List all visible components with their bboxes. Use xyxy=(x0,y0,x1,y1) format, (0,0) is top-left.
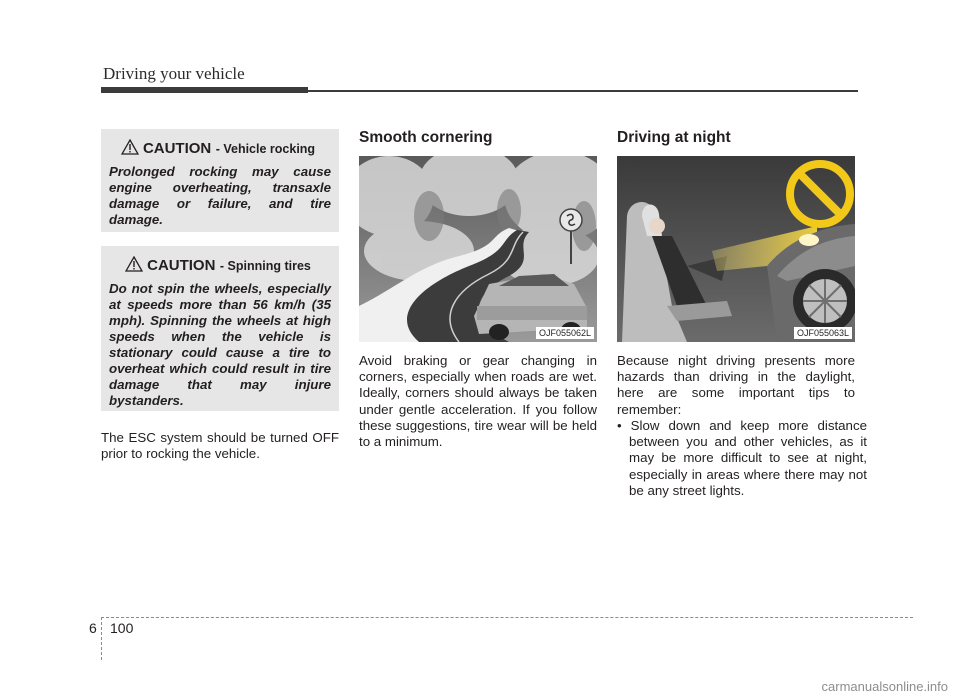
page-number: 100 xyxy=(110,620,134,636)
figure-code: OJF055062L xyxy=(536,327,594,339)
chapter-number: 6 xyxy=(89,620,97,636)
caution-body: Do not spin the wheels, especially at speeds more than 56 km/h (35 mph). Spinning the wheels at high speeds when the vehicle is stationary could cause a tire to overheat which could result in tire damage that may injure bystanders. xyxy=(109,281,331,408)
watermark-text: carmanualsonline.info xyxy=(821,679,948,694)
caution-box-vehicle-rocking xyxy=(101,129,339,232)
caution-word: CAUTION xyxy=(147,257,216,274)
footer-rule xyxy=(101,617,913,618)
heading-driving-at-night: Driving at night xyxy=(617,129,731,146)
warning-triangle-icon xyxy=(125,256,143,272)
page-section-title: Driving your vehicle xyxy=(103,64,245,83)
driving-at-night-paragraph: Because night driving presents more hazards than driving in the daylight, here are some important tips to remember: xyxy=(617,353,855,417)
bullet-text: Slow down and keep more distance between you and other vehicles, as it may be more difficult to see at night, especially in areas where there may not be any street lights. xyxy=(629,418,867,498)
figure-code: OJF055063L xyxy=(794,327,852,339)
caution-title xyxy=(105,256,331,278)
bullet-list-item: • Slow down and keep more distance between you and other vehicles, as it may be more difficult to see at night, especially in areas where there may not be any street lights. xyxy=(617,418,867,498)
snowy-road-illustration xyxy=(359,156,597,342)
esc-paragraph: The ESC system should be turned OFF prior to rocking the vehicle. xyxy=(101,430,339,462)
caution-subtitle: - Spinning tires xyxy=(219,259,311,273)
caution-word: CAUTION xyxy=(142,140,212,157)
caution-body: Prolonged rocking may cause engine overheating, transaxle damage or failure, and tire damage. xyxy=(109,164,331,227)
caution-box-spinning-tires xyxy=(101,246,339,411)
figure-snowy-road xyxy=(359,156,597,342)
figure-night-driving xyxy=(617,156,855,342)
night-driving-illustration xyxy=(617,156,855,342)
footer-divider xyxy=(101,617,102,660)
warning-triangle-icon xyxy=(121,139,139,155)
caution-title xyxy=(105,139,331,161)
caution-subtitle: - Vehicle rocking xyxy=(215,142,316,156)
header-accent-bar xyxy=(101,87,308,93)
heading-smooth-cornering: Smooth cornering xyxy=(359,129,493,146)
smooth-cornering-paragraph: Avoid braking or gear changing in corners, especially when roads are wet. Ideally, corners should always be taken under gentle acceleration. If you follow these suggestions, tire wear will be held to a minimum. xyxy=(359,353,597,450)
